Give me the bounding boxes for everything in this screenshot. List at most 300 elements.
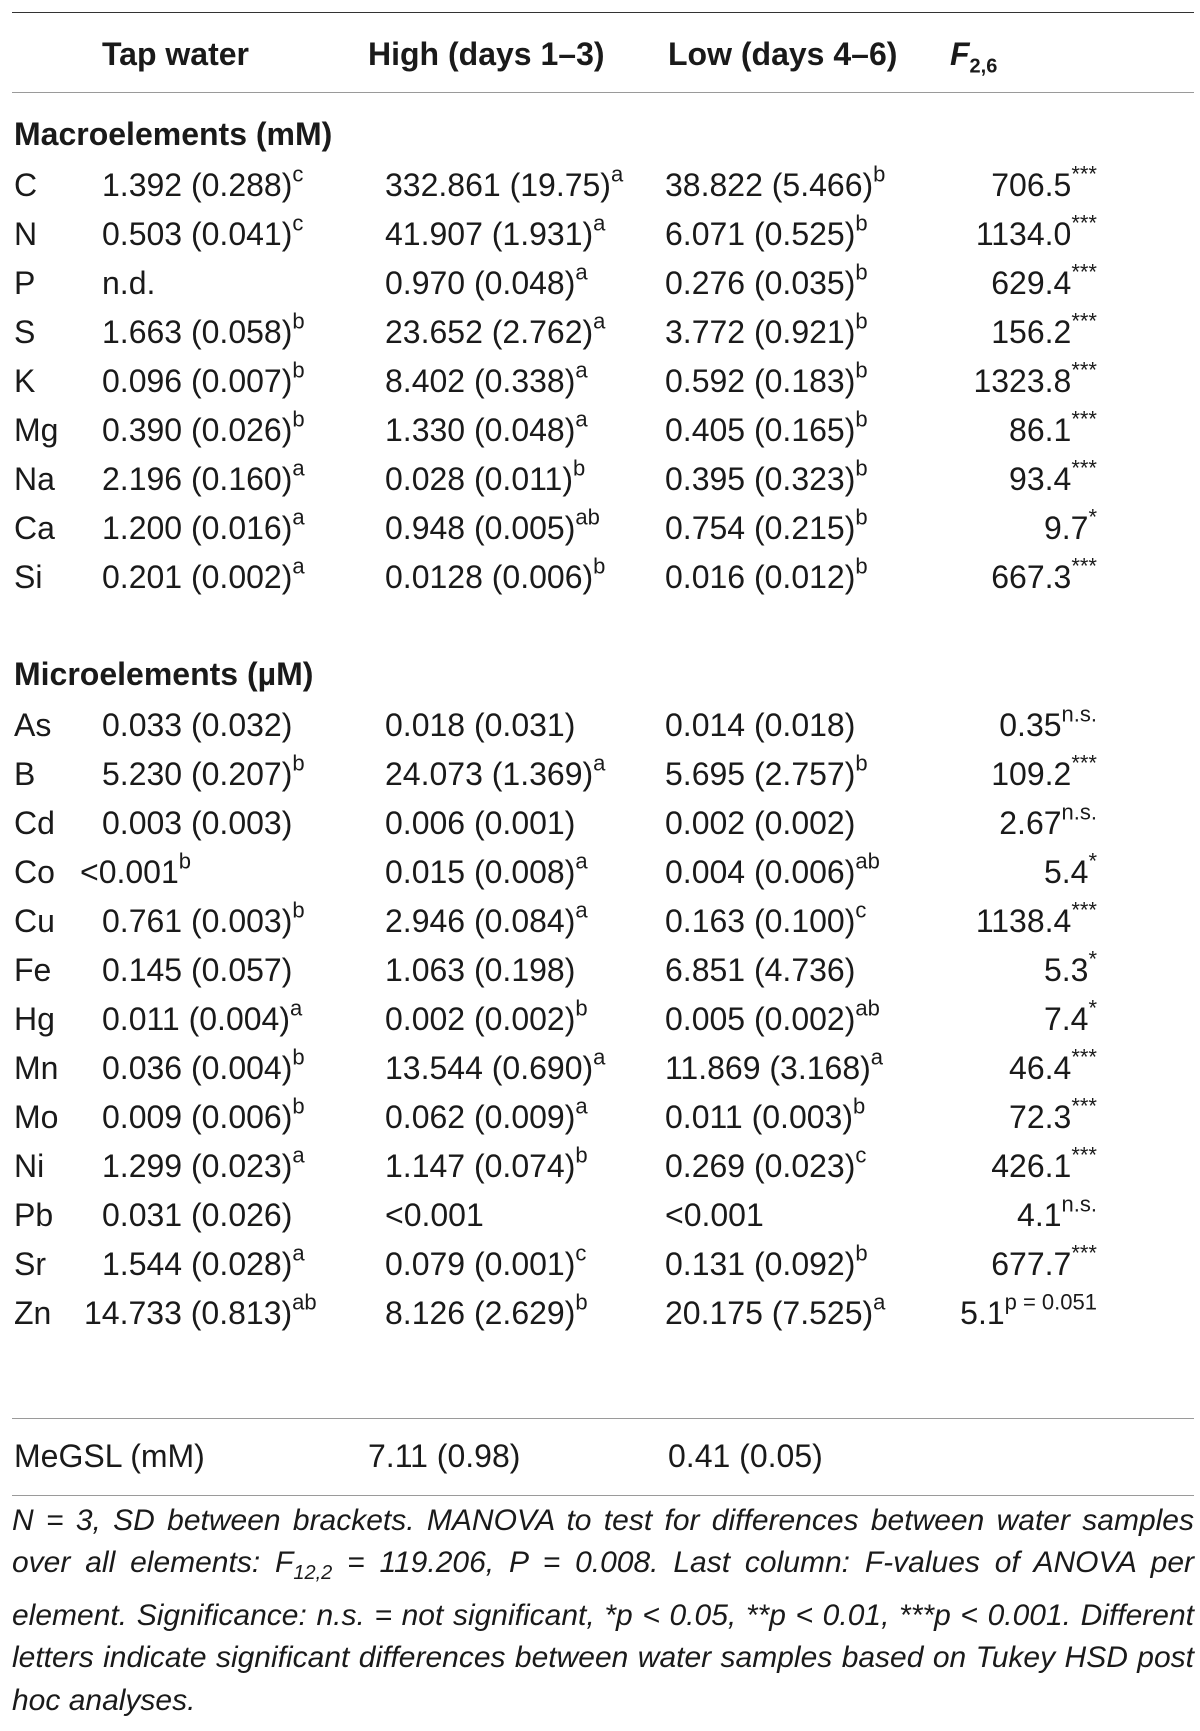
high-value — [385, 550, 605, 604]
high-value-text: 23.652 (2.762) — [385, 314, 594, 350]
tap-water-value-superscript: b — [292, 1044, 305, 1070]
f-value — [991, 158, 1097, 212]
tap-water-value-text: 0.201 (0.002) — [102, 559, 293, 595]
tap-water-value-text: 0.036 (0.004) — [102, 1050, 293, 1086]
f-value — [1044, 845, 1097, 899]
low-value-superscript: c — [855, 897, 867, 923]
f-value — [960, 1286, 1097, 1340]
tap-water-value-text: 0.503 (0.041) — [102, 216, 293, 252]
high-value-superscript: a — [593, 1044, 606, 1070]
f-value-superscript: *** — [1071, 357, 1097, 383]
element-symbol: As — [14, 707, 52, 743]
low-value-text: 0.395 (0.323) — [665, 461, 856, 497]
f-value-superscript: p = 0.051 — [1004, 1289, 1097, 1315]
f-value-text: 677.7 — [991, 1246, 1072, 1282]
high-value-superscript: a — [593, 308, 606, 334]
table-row — [0, 894, 1200, 948]
f-value-superscript: * — [1088, 504, 1097, 530]
high-value — [385, 256, 588, 310]
section-title-micro: Microelements (µM) — [14, 656, 314, 692]
tap-water-value — [84, 1286, 317, 1340]
element-symbol: Sr — [14, 1246, 46, 1282]
low-value — [665, 1090, 865, 1144]
high-value-text: 0.0128 (0.006) — [385, 559, 594, 595]
low-value-superscript: a — [870, 1044, 884, 1070]
low-value-superscript: b — [855, 455, 868, 481]
tap-water-value — [102, 796, 292, 850]
table-row — [0, 256, 1200, 310]
high-value-superscript: b — [575, 1142, 588, 1168]
high-value-superscript: ab — [575, 504, 600, 530]
low-value — [665, 501, 868, 555]
f-value-superscript: *** — [1071, 259, 1097, 285]
megsl-low: 0.41 (0.05) — [668, 1438, 823, 1474]
low-value-text: 0.269 (0.023) — [665, 1148, 856, 1184]
element-symbol: Ni — [14, 1148, 45, 1184]
f-value-text: 7.4 — [1043, 1001, 1089, 1037]
high-value-superscript: a — [593, 210, 606, 236]
high-value-text: 0.028 (0.011) — [385, 461, 573, 497]
element-symbol: Mn — [14, 1050, 59, 1086]
tap-water-value — [102, 1188, 292, 1242]
f-value — [1044, 943, 1097, 997]
f-value-text: 706.5 — [991, 167, 1072, 203]
megsl-high: 7.11 (0.98) — [368, 1438, 521, 1474]
low-value — [665, 550, 868, 604]
low-value — [665, 354, 868, 408]
table-row — [0, 698, 1200, 752]
table-row — [0, 354, 1200, 408]
f-value-superscript: *** — [1071, 455, 1097, 481]
tap-water-value-text: 1.299 (0.023) — [102, 1148, 293, 1184]
f-value — [991, 256, 1097, 310]
low-value — [665, 1041, 883, 1095]
tap-water-value — [80, 845, 191, 899]
f-value — [1009, 1090, 1097, 1144]
tap-water-value-text: 0.011 (0.004) — [102, 1001, 290, 1037]
tap-water-value — [102, 305, 305, 359]
f-value-superscript: *** — [1071, 308, 1097, 334]
f-value — [991, 1237, 1097, 1291]
tap-water-value-superscript: b — [292, 357, 305, 383]
high-value — [385, 747, 605, 801]
low-value — [665, 698, 855, 752]
tap-water-value-superscript: a — [292, 553, 305, 579]
low-value-text: 0.004 (0.006) — [665, 854, 856, 890]
low-value-superscript: b — [855, 259, 868, 285]
f-value — [976, 207, 1097, 261]
high-value — [385, 698, 575, 752]
element-symbol: Si — [14, 559, 43, 595]
high-value-superscript: a — [610, 161, 624, 187]
f-value — [1017, 1188, 1097, 1242]
megsl-rule — [12, 1418, 1194, 1419]
low-value — [665, 992, 880, 1046]
tap-water-value — [102, 1090, 305, 1144]
table-row — [0, 452, 1200, 506]
high-value — [385, 501, 600, 555]
f-value-text: 4.1 — [1017, 1197, 1062, 1233]
low-value — [665, 1139, 866, 1193]
f-value-superscript: * — [1088, 946, 1097, 972]
high-value-superscript: b — [575, 1289, 588, 1315]
element-symbol: Pb — [14, 1197, 54, 1233]
element-symbol: Mg — [14, 412, 59, 448]
tap-water-value — [102, 1237, 305, 1291]
tap-water-value — [102, 158, 303, 212]
element-symbol: B — [14, 756, 36, 792]
high-value — [385, 403, 588, 457]
f-value-text: 1134.0 — [975, 216, 1072, 252]
footnote-subscript: 12,2 — [293, 1562, 333, 1585]
low-value — [665, 1286, 885, 1340]
f-value — [1044, 501, 1097, 555]
low-value — [665, 207, 868, 261]
header-high: High (days 1–3) — [368, 36, 605, 72]
tap-water-value — [102, 943, 292, 997]
footnote-rule — [12, 1495, 1194, 1496]
high-value — [385, 1286, 588, 1340]
tap-water-value-text: 0.145 (0.057) — [102, 952, 293, 988]
f-value-text: 2.67 — [999, 805, 1062, 841]
low-value-text: 0.016 (0.012) — [665, 559, 856, 595]
tap-water-value — [102, 550, 305, 604]
high-value-text: 13.544 (0.690) — [385, 1050, 594, 1086]
element-symbol: P — [14, 265, 36, 301]
high-value-text: 8.126 (2.629) — [385, 1295, 576, 1331]
tap-water-value-superscript: b — [292, 308, 305, 334]
f-value-superscript: * — [1088, 995, 1097, 1021]
high-value-text: 1.063 (0.198) — [385, 952, 576, 988]
high-value-superscript: b — [593, 553, 606, 579]
table-row — [0, 501, 1200, 555]
low-value-text: 6.071 (0.525) — [665, 216, 856, 252]
f-value — [1009, 452, 1097, 506]
f-value — [973, 354, 1097, 408]
low-value-superscript: b — [855, 357, 868, 383]
low-value-text: 0.276 (0.035) — [665, 265, 856, 301]
tap-water-value-text: 1.200 (0.016) — [102, 510, 293, 546]
tap-water-value-superscript: b — [178, 848, 192, 874]
tap-water-value-superscript: b — [292, 406, 305, 432]
section-title-macro: Macroelements (mM) — [14, 116, 333, 152]
tap-water-value-superscript: b — [292, 1093, 305, 1119]
f-value-text: 86.1 — [1009, 412, 1072, 448]
f-value-superscript: *** — [1071, 1044, 1097, 1070]
high-value-superscript: a — [575, 1093, 588, 1119]
f-value — [991, 747, 1097, 801]
tap-water-value-text: 0.761 (0.003) — [102, 903, 293, 939]
tap-water-value-superscript: a — [289, 995, 303, 1021]
low-value — [665, 158, 885, 212]
high-value — [385, 1188, 484, 1242]
f-value-text: 5.1 — [960, 1295, 1005, 1331]
f-value-text: 93.4 — [1009, 461, 1072, 497]
table-row — [0, 207, 1200, 261]
high-value-text: <0.001 — [385, 1197, 484, 1233]
tap-water-value — [102, 1041, 305, 1095]
f-value-superscript: n.s. — [1061, 701, 1097, 727]
table-footnote: N = 3, SD between brackets. MANOVA to test for differences between water samples over all elements: $F_{12,2} = 119.206$, P = 0.008. Last column: F-values of ANOVA per element. Significance: n.s. = not significant, *p < 0.05, **p < 0.01, ***p < 0.001. Different letters indicate significant differences between water samples based on Tukey HSD post hoc analyses. — [12, 1504, 1194, 1717]
header-rule — [12, 92, 1194, 93]
header-tap-water: Tap water — [102, 36, 249, 72]
high-value-text: 0.970 (0.048) — [385, 265, 576, 301]
tap-water-value — [102, 894, 305, 948]
tap-water-value-text: 1.392 (0.288) — [102, 167, 293, 203]
tap-water-value-text: 1.663 (0.058) — [102, 314, 293, 350]
tap-water-value — [102, 354, 305, 408]
f-value-superscript: *** — [1071, 1093, 1097, 1119]
low-value-superscript: c — [855, 1142, 867, 1168]
f-value-text: 667.3 — [991, 559, 1072, 595]
f-value — [999, 796, 1097, 850]
low-value — [665, 845, 880, 899]
table-row — [0, 158, 1200, 212]
tap-water-value-superscript: a — [292, 455, 305, 481]
table-row — [0, 845, 1200, 899]
high-value — [385, 207, 605, 261]
f-value-text: 1323.8 — [973, 363, 1072, 399]
low-value-text: 0.754 (0.215) — [665, 510, 856, 546]
header-f-statistic: $F_{2,6}$ — [950, 36, 998, 78]
low-value-text: 0.014 (0.018) — [665, 707, 856, 743]
element-symbol: Co — [14, 854, 55, 890]
table-row — [0, 1139, 1200, 1193]
table-row — [0, 1237, 1200, 1291]
low-value-text: 0.011 (0.003) — [665, 1099, 853, 1135]
element-symbol: Hg — [14, 1001, 55, 1037]
high-value-text: 8.402 (0.338) — [385, 363, 576, 399]
f-value — [976, 894, 1097, 948]
low-value-superscript: b — [855, 504, 868, 530]
f-value-superscript: *** — [1071, 1240, 1097, 1266]
top-rule — [12, 12, 1194, 13]
low-value-text: 0.002 (0.002) — [665, 805, 856, 841]
low-value — [665, 1188, 764, 1242]
element-symbol: Zn — [14, 1295, 52, 1331]
table-row — [0, 305, 1200, 359]
f-value-superscript: n.s. — [1061, 1191, 1097, 1217]
tap-water-value-text: 1.544 (0.028) — [102, 1246, 293, 1282]
f-value-superscript: *** — [1071, 897, 1097, 923]
f-value-text: 629.4 — [991, 265, 1072, 301]
f-value — [991, 1139, 1097, 1193]
low-value-text: 0.405 (0.165) — [665, 412, 856, 448]
tap-water-value-text: 0.003 (0.003) — [102, 805, 293, 841]
tap-water-value-text: 0.009 (0.006) — [102, 1099, 293, 1135]
f-value-superscript: *** — [1071, 750, 1097, 776]
low-value-superscript: b — [852, 1093, 866, 1119]
low-value-text: 6.851 (4.736) — [665, 952, 856, 988]
f-value — [991, 305, 1097, 359]
low-value-text: 11.869 (3.168) — [665, 1050, 871, 1086]
high-value-superscript: b — [572, 455, 586, 481]
tap-water-value-superscript: a — [292, 1240, 305, 1266]
high-value-text: 0.006 (0.001) — [385, 805, 576, 841]
high-value-superscript: c — [575, 1240, 587, 1266]
table-row — [0, 1041, 1200, 1095]
low-value-text: <0.001 — [665, 1197, 764, 1233]
tap-water-value-text: 0.390 (0.026) — [102, 412, 293, 448]
high-value — [385, 354, 588, 408]
low-value-superscript: b — [855, 750, 868, 776]
f-value-superscript: *** — [1071, 210, 1097, 236]
low-value-text: 20.175 (7.525) — [665, 1295, 874, 1331]
f-value-text: 5.4 — [1043, 854, 1089, 890]
f-value-superscript: *** — [1071, 553, 1097, 579]
low-value — [665, 1237, 868, 1291]
high-value — [385, 894, 588, 948]
low-value-text: 0.005 (0.002) — [665, 1001, 856, 1037]
high-value — [385, 305, 605, 359]
low-value-text: 5.695 (2.757) — [665, 756, 856, 792]
low-value-superscript: b — [855, 406, 868, 432]
high-value-text: 0.018 (0.031) — [385, 707, 576, 743]
tap-water-value — [102, 992, 302, 1046]
high-value-superscript: a — [575, 897, 588, 923]
low-value-superscript: b — [855, 308, 868, 334]
high-value-superscript: a — [575, 259, 588, 285]
low-value-superscript: a — [873, 1289, 886, 1315]
high-value-superscript: a — [575, 357, 588, 383]
element-symbol: C — [14, 167, 38, 203]
tap-water-value — [102, 207, 303, 261]
table-row — [0, 796, 1200, 850]
high-value — [385, 1090, 588, 1144]
f-value — [999, 698, 1097, 752]
element-symbol: Cd — [14, 805, 55, 841]
table-row — [0, 1090, 1200, 1144]
high-value — [385, 158, 623, 212]
high-value — [385, 1041, 605, 1095]
high-value — [385, 845, 588, 899]
tap-water-value-text: 5.230 (0.207) — [102, 756, 293, 792]
tap-water-value-text: 0.096 (0.007) — [102, 363, 293, 399]
high-value — [385, 796, 575, 850]
high-value-superscript: a — [575, 848, 588, 874]
table-row — [0, 992, 1200, 1046]
low-value-superscript: b — [873, 161, 886, 187]
high-value-text: 2.946 (0.084) — [385, 903, 576, 939]
tap-water-value-text: <0.001 — [80, 854, 179, 890]
low-value-superscript: b — [855, 1240, 868, 1266]
f-value-superscript: *** — [1071, 1142, 1097, 1168]
tap-water-value-superscript: c — [292, 161, 304, 187]
high-value — [385, 943, 575, 997]
element-symbol: Na — [14, 461, 55, 497]
low-value-superscript: ab — [855, 995, 880, 1021]
table-row — [0, 1286, 1200, 1340]
high-value-text: 332.861 (19.75) — [385, 167, 611, 203]
f-value-text: 46.4 — [1009, 1050, 1072, 1086]
f-value-text: 1138.4 — [975, 903, 1072, 939]
high-value — [385, 1139, 588, 1193]
table-row — [0, 1188, 1200, 1242]
low-value — [665, 943, 855, 997]
tap-water-value — [102, 1139, 305, 1193]
tap-water-value-superscript: c — [292, 210, 304, 236]
f-value-text: 5.3 — [1043, 952, 1089, 988]
tap-water-value-text: n.d. — [102, 265, 156, 301]
f-value — [1009, 403, 1097, 457]
high-value — [385, 1237, 586, 1291]
table-row — [0, 550, 1200, 604]
high-value — [385, 992, 588, 1046]
tap-water-value-text: 0.031 (0.026) — [102, 1197, 293, 1233]
low-value — [665, 452, 868, 506]
low-value — [665, 796, 855, 850]
table-row — [0, 403, 1200, 457]
tap-water-value-superscript: a — [292, 504, 305, 530]
tap-water-value — [102, 452, 305, 506]
low-value-text: 0.131 (0.092) — [665, 1246, 856, 1282]
high-value-superscript: a — [575, 406, 588, 432]
f-value-superscript: * — [1088, 848, 1097, 874]
tap-water-value — [102, 698, 292, 752]
high-value-text: 0.002 (0.002) — [385, 1001, 576, 1037]
f-value-text: 426.1 — [991, 1148, 1072, 1184]
f-value-superscript: n.s. — [1061, 799, 1097, 825]
element-symbol: Cu — [14, 903, 55, 939]
high-value-text: 0.948 (0.005) — [385, 510, 576, 546]
element-symbol: Ca — [14, 510, 55, 546]
tap-water-value — [102, 501, 305, 555]
element-symbol: S — [14, 314, 36, 350]
tap-water-value-superscript: b — [292, 897, 305, 923]
low-value — [665, 747, 868, 801]
high-value-superscript: a — [593, 750, 606, 776]
f-value-text: 0.35 — [999, 707, 1062, 743]
low-value — [665, 305, 868, 359]
f-value — [991, 550, 1097, 604]
low-value — [665, 403, 868, 457]
low-value-superscript: ab — [855, 848, 880, 874]
low-value-text: 3.772 (0.921) — [665, 314, 856, 350]
tap-water-value — [102, 256, 155, 310]
low-value-text: 38.822 (5.466) — [665, 167, 874, 203]
low-value — [665, 894, 866, 948]
high-value — [385, 452, 585, 506]
tap-water-value-text: 2.196 (0.160) — [102, 461, 293, 497]
low-value-text: 0.592 (0.183) — [665, 363, 856, 399]
low-value — [665, 256, 868, 310]
f-value-text: 109.2 — [991, 756, 1072, 792]
high-value-text: 41.907 (1.931) — [385, 216, 594, 252]
tap-water-value-superscript: ab — [292, 1289, 317, 1315]
element-symbol: Fe — [14, 952, 52, 988]
header-low: Low (days 4–6) — [668, 36, 898, 72]
tap-water-value — [102, 747, 305, 801]
high-value-superscript: b — [575, 995, 588, 1021]
high-value-text: 1.330 (0.048) — [385, 412, 576, 448]
megsl-row — [0, 1426, 1200, 1486]
f-value-superscript: *** — [1071, 161, 1097, 187]
f-value-text: 156.2 — [991, 314, 1072, 350]
high-value-text: 24.073 (1.369) — [385, 756, 594, 792]
f-value-text: 9.7 — [1043, 510, 1089, 546]
tap-water-value-superscript: a — [292, 1142, 305, 1168]
element-symbol: N — [14, 216, 38, 252]
f-value-text: 72.3 — [1009, 1099, 1072, 1135]
element-symbol: K — [14, 363, 36, 399]
tap-water-value-superscript: b — [292, 750, 305, 776]
f-value — [1009, 1041, 1097, 1095]
low-value-superscript: b — [855, 553, 868, 579]
high-value-text: 0.015 (0.008) — [385, 854, 576, 890]
table-row — [0, 747, 1200, 801]
tap-water-value-text: 14.733 (0.813) — [84, 1295, 293, 1331]
low-value-text: 0.163 (0.100) — [665, 903, 856, 939]
